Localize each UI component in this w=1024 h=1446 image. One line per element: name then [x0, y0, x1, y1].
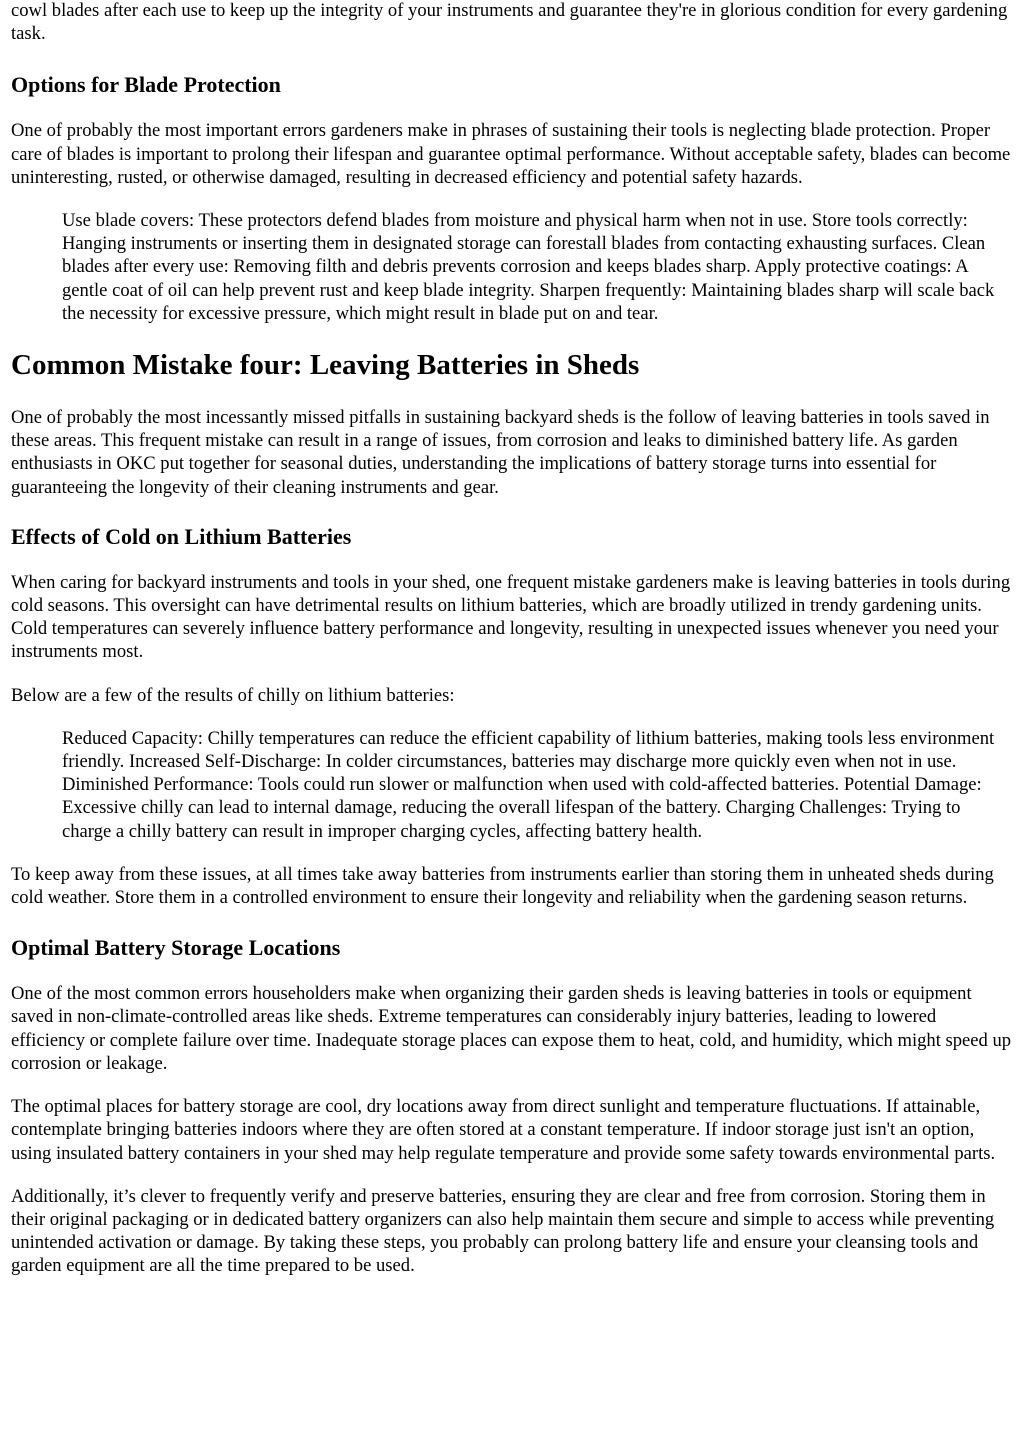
paragraph-blade-protection: One of probably the most important errors gardeners make in phrases of sustaining their tools is neglecting blade protection. Proper care of blades is important to prolong their lifespan and guarantee optimal performance. Without acceptable safety, blades can become uninteresting, rusted, or otherwise damaged, resulting in decreased efficiency and potential safety hazards. [11, 120, 1011, 188]
heading-cold-effects: Effects of Cold on Lithium Batteries [11, 523, 352, 549]
heading-storage-locations: Optimal Battery Storage Locations [11, 935, 341, 961]
paragraph-cold-2: Below are a few of the results of chilly on lithium batteries: [11, 684, 455, 706]
paragraph-batteries: One of probably the most incessantly missed pitfalls in sustaining backyard sheds is the follow of leaving batteries in tools saved in these areas. This frequent mistake can result in a range of issues, from corrosion and leaks to diminished battery life. As garden enthusiasts in OKC put together for seasonal duties, understanding the implications of battery storage turns into essential for guaranteeing the longevity of their cleaning instruments and gear. [11, 407, 990, 498]
paragraph-cold-1: When caring for backyard instruments and tools in your shed, one frequent mistake gardeners make is leaving batteries in tools during cold seasons. This oversight can have detrimental results on lithium batteries, which are broadly utilized in trendy gardening units. Cold temperatures can severely influence battery performance and longevity, resulting in unexpected issues whenever you need your instruments most. [11, 571, 1011, 663]
blade-tips-text: Use blade covers: These protectors defend blades from moisture and physical harm when not in use. Store tools correctly: Hanging instruments or inserting them in designated storage can forestall blades from contacting exhausting surfaces. Clean blades after every use: Removing filth and debris prevents corrosion and keeps blades sharp. Apply protective coatings: A gentle coat of oil can help prevent rust and keep blade integrity. Sharpen frequently: Maintaining blades sharp will scale back the necessity for excessive pressure, which might result in blade put on and tear. [62, 210, 995, 324]
paragraph-storage-1: One of the most common errors householders make when organizing their garden sheds is leaving batteries in tools or equipment saved in non-climate-controlled areas like sheds. Extreme temperatures can considerably injury batteries, leading to lowered efficiency or complete failure over time. Inadequate storage places can expose them to heat, cold, and humidity, which might speed up corrosion or leakage. [11, 983, 1012, 1074]
blockquote-cold-effects [62, 727, 1013, 843]
paragraph-cold-3: To keep away from these issues, at all times take away batteries from instruments earlier than storing them in unheated sheds during cold weather. Store them in a controlled environment to ensure their longevity and reliability when the gardening season returns. [11, 863, 994, 909]
cold-effects-text: Reduced Capacity: Chilly temperatures can reduce the efficient capability of lithium batteries, making tools less environment friendly. Increased Self-Discharge: In colder circumstances, batteries may discharge more quickly even when not in use. Diminished Performance: Tools could run slower or malfunction when used with cold-affected batteries. Potential Damage: Excessive chilly can lead to internal damage, reducing the overall lifespan of the battery. Charging Challenges: Trying to charge a chilly battery can result in improper charging cycles, affecting battery health. [62, 727, 995, 842]
paragraph-storage-3: Additionally, it’s clever to frequently verify and preserve batteries, ensuring they are clear and free from corrosion. Storing them in their original packaging or in dedicated battery organizers can also help maintain them secure and simple to access while preventing unintended activation or damage. By taking these steps, you probably can prolong battery life and ensure your cleansing tools and garden equipment are all the time prepared to be used. [11, 1185, 995, 1277]
paragraph-storage-2: The optimal places for battery storage are cool, dry locations away from direct sunlight and temperature fluctuations. If attainable, contemplate bringing batteries indoors where they are often stored at a constant temperature. If indoor storage just isn't an option, using insulated battery containers in your shed may help regulate temperature and provide some safety towards environmental parts. [11, 1096, 996, 1164]
intro-paragraph: cowl blades after each use to keep up the integrity of your instruments and guarantee they're in glorious condition for every gardening task. [11, 0, 1008, 45]
heading-blade-protection: Options for Blade Protection [11, 72, 281, 98]
heading-batteries: Common Mistake four: Leaving Batteries in Sheds [11, 349, 640, 382]
blockquote-blade-tips [62, 209, 1013, 325]
